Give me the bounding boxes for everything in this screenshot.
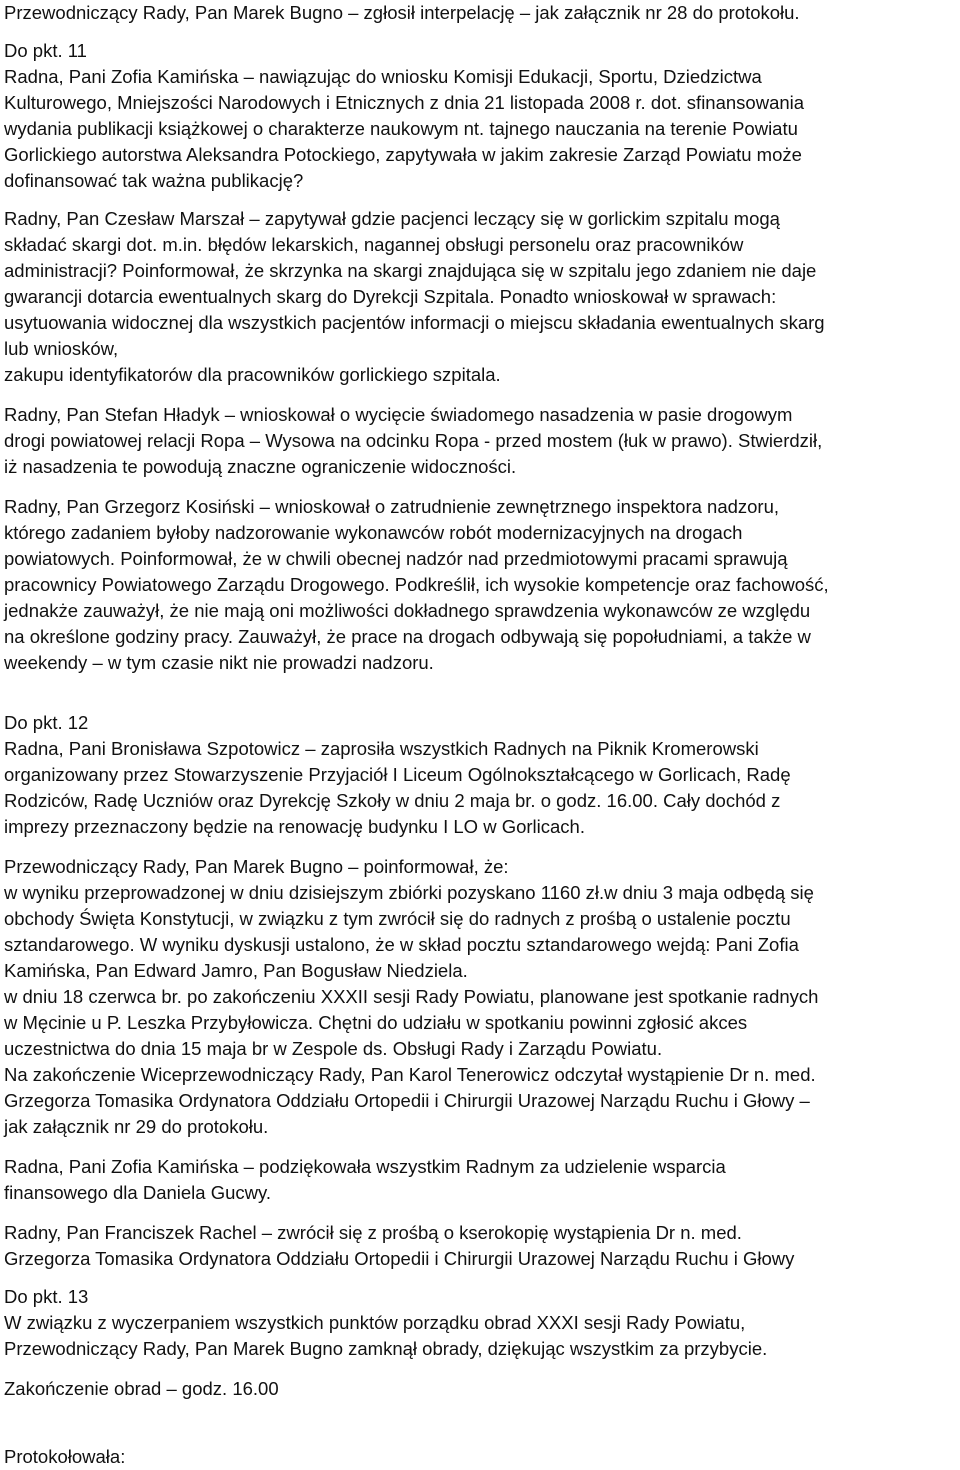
paragraph-line: Przewodniczący Rady, Pan Marek Bugno – poinformował, że: — [4, 856, 509, 877]
paragraph-line: lub wniosków, — [4, 338, 119, 359]
paragraph-line: powiatowych. Poinformował, że w chwili obecnej nadzór nad przedmiotowymi pracami sprawują — [4, 548, 788, 569]
section-heading: Do pkt. 12 — [4, 712, 89, 733]
paragraph-line: sztandarowego. W wyniku dyskusji ustalono, że w skład pocztu sztandarowego wejdą: Pani Zofia — [4, 934, 799, 955]
section-heading: Do pkt. 13 — [4, 1286, 89, 1307]
paragraph-line: jak załącznik nr 29 do protokołu. — [4, 1116, 269, 1137]
paragraph-line: imprezy przeznaczony będzie na renowację budynku I LO w Gorlicach. — [4, 816, 585, 837]
paragraph-line: weekendy – w tym czasie nikt nie prowadzi nadzoru. — [4, 652, 434, 673]
paragraph-line: zakupu identyfikatorów dla pracowników gorlickiego szpitala. — [4, 364, 501, 385]
section-heading: Do pkt. 11 — [4, 40, 87, 61]
paragraph-line: Radny, Pan Grzegorz Kosiński – wnioskował o zatrudnienie zewnętrznego inspektora nadzoru, — [4, 496, 780, 517]
paragraph-line: organizowany przez Stowarzyszenie Przyjaciół I Liceum Ogólnokształcącego w Gorlicach, Radę — [4, 764, 791, 785]
paragraph-line: w dniu 18 czerwca br. po zakończeniu XXXII sesji Rady Powiatu, planowane jest spotkanie radnych — [4, 986, 819, 1007]
paragraph-line: Kamińska, Pan Edward Jamro, Pan Bogusław Niedziela. — [4, 960, 468, 981]
paragraph-line: Gorlickiego autorstwa Aleksandra Potockiego, zapytywała w jakim zakresie Zarząd Powiatu może — [4, 144, 802, 165]
paragraph-line: W związku z wyczerpaniem wszystkich punktów porządku obrad XXXI sesji Rady Powiatu, — [4, 1312, 746, 1333]
paragraph-line: w wyniku przeprowadzonej w dniu dzisiejszym zbiórki pozyskano 1160 zł.w dniu 3 maja odbędą się — [4, 882, 814, 903]
paragraph-line: usytuowania widocznej dla wszystkich pacjentów informacji o miejscu składania ewentualnych skarg — [4, 312, 825, 333]
paragraph-line: Na zakończenie Wiceprzewodniczący Rady, Pan Karol Tenerowicz odczytał wystąpienie Dr n. med. — [4, 1064, 816, 1085]
paragraph-line: Radny, Pan Franciszek Rachel – zwrócił się z prośbą o kserokopię wystąpienia Dr n. med. — [4, 1222, 742, 1243]
signature-label: Protokołowała: — [4, 1446, 126, 1467]
paragraph-line: dofinansować tak ważna publikację? — [4, 170, 304, 191]
paragraph-line: iż nasadzenia te powodują znaczne ograniczenie widoczności. — [4, 456, 517, 477]
paragraph-line: Radna, Pani Bronisława Szpotowicz – zaprosiła wszystkich Radnych na Piknik Kromerowski — [4, 738, 759, 759]
paragraph-line: wydania publikacji książkowej o charakterze naukowym nt. tajnego nauczania na terenie Powiatu — [4, 118, 798, 139]
paragraph-line: uczestnictwa do dnia 15 maja br w Zespole ds. Obsługi Rady i Zarządu Powiatu. — [4, 1038, 663, 1059]
paragraph-line: Grzegorza Tomasika Ordynatora Oddziału Ortopedii i Chirurgii Urazowej Narządu Ruchu i Głowy — [4, 1248, 795, 1269]
paragraph-line: Radna, Pani Zofia Kamińska – podziękowała wszystkim Radnym za udzielenie wsparcia — [4, 1156, 726, 1177]
paragraph-line: składać skargi dot. m.in. błędów lekarskich, nagannej obsługi personelu oraz pracowników — [4, 234, 744, 255]
paragraph-line: Radny, Pan Stefan Hładyk – wnioskował o wycięcie świadomego nasadzenia w pasie drogowym — [4, 404, 793, 425]
paragraph-line: pracownicy Powiatowego Zarządu Drogowego. Podkreślił, ich wysokie kompetencje oraz fachowość, — [4, 574, 829, 595]
paragraph-line: gwarancji dotarcia ewentualnych skarg do Dyrekcji Szpitala. Ponadto wnioskował w sprawach: — [4, 286, 777, 307]
paragraph-line: Radny, Pan Czesław Marszał – zapytywał gdzie pacjenci leczący się w gorlickim szpitalu mogą — [4, 208, 780, 229]
paragraph-line: Grzegorza Tomasika Ordynatora Oddziału Ortopedii i Chirurgii Urazowej Narządu Ruchu i Głowy – — [4, 1090, 810, 1111]
paragraph-line: Radna, Pani Zofia Kamińska – nawiązując do wniosku Komisji Edukacji, Sportu, Dziedzictwa — [4, 66, 762, 87]
paragraph-line: drogi powiatowej relacji Ropa – Wysowa na odcinku Ropa - przed mostem (łuk w prawo). Stwierdził, — [4, 430, 823, 451]
paragraph-line: jednakże zauważył, że nie mają oni możliwości dokładnego sprawdzenia wykonawców ze względu — [4, 600, 811, 621]
paragraph-line: w Męcinie u P. Leszka Przybyłowicza. Chętni do udziału w spotkaniu powinni zgłosić akces — [4, 1012, 748, 1033]
paragraph-line: finansowego dla Daniela Gucwy. — [4, 1182, 272, 1203]
paragraph-line: administracji? Poinformował, że skrzynka na skargi znajdująca się w szpitalu jego zdaniem nie daje — [4, 260, 817, 281]
paragraph-line: Przewodniczący Rady, Pan Marek Bugno zamknął obrady, dziękując wszystkim za przybycie. — [4, 1338, 768, 1359]
paragraph-line: Kulturowego, Mniejszości Narodowych i Etnicznych z dnia 21 listopada 2008 r. dot. sfinansowania — [4, 92, 805, 113]
paragraph-line: na określone godziny pracy. Zauważył, że prace na drogach odbywają się popołudniami, a także w — [4, 626, 811, 647]
paragraph-line: obchody Święta Konstytucji, w związku z tym zwrócił się do radnych z prośbą o ustalenie pocztu — [4, 908, 791, 929]
paragraph-line: Przewodniczący Rady, Pan Marek Bugno – zgłosił interpelację – jak załącznik nr 28 do protokołu. — [4, 2, 800, 23]
paragraph-line: którego zadaniem byłoby nadzorowanie wykonawców robót modernizacyjnych na drogach — [4, 522, 743, 543]
closing-time: Zakończenie obrad – godz. 16.00 — [4, 1378, 279, 1399]
paragraph-line: Rodziców, Radę Uczniów oraz Dyrekcję Szkoły w dniu 2 maja br. o godz. 16.00. Cały dochód z — [4, 790, 781, 811]
